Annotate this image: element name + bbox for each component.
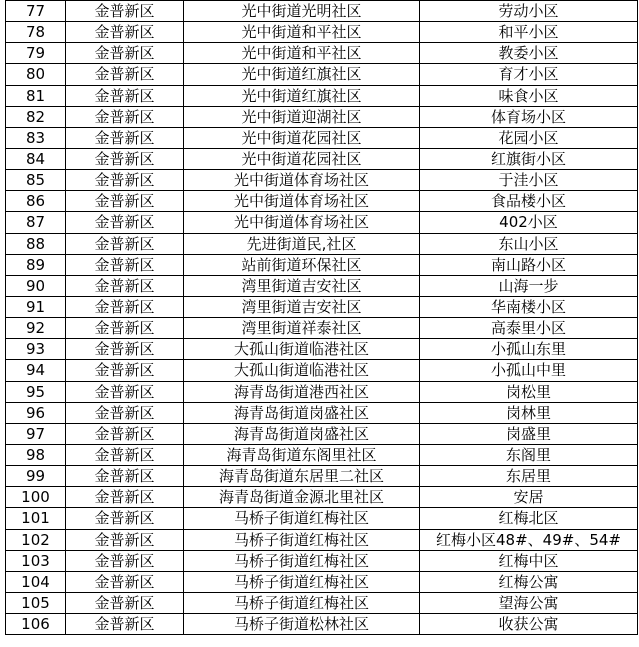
street-community-cell: 马桥子街道红梅社区 (184, 571, 420, 592)
street-community-cell: 光中街道和平社区 (184, 22, 420, 43)
row-number-cell: 84 (6, 148, 66, 169)
street-community-cell: 光中街道花园社区 (184, 148, 420, 169)
residential-area-cell: 岗松里 (420, 381, 638, 402)
table-row (6, 254, 638, 275)
street-community-cell: 海青岛街道东居里二社区 (184, 466, 420, 487)
street-community-cell: 站前街道环保社区 (184, 254, 420, 275)
residential-area-cell: 味食小区 (420, 85, 638, 106)
district-cell: 金普新区 (66, 85, 184, 106)
street-community-cell: 马桥子街道红梅社区 (184, 529, 420, 550)
street-community-cell: 湾里街道祥泰社区 (184, 318, 420, 339)
street-community-cell: 光中街道和平社区 (184, 43, 420, 64)
residential-area-cell: 402小区 (420, 212, 638, 233)
street-community-cell: 海青岛街道金源北里社区 (184, 487, 420, 508)
district-cell: 金普新区 (66, 444, 184, 465)
street-community-cell: 湾里街道吉安社区 (184, 275, 420, 296)
residential-area-cell: 收获公寓 (420, 614, 638, 635)
district-cell: 金普新区 (66, 233, 184, 254)
street-community-cell: 马桥子街道红梅社区 (184, 508, 420, 529)
district-cell: 金普新区 (66, 22, 184, 43)
table-row (6, 275, 638, 296)
street-community-cell: 光中街道光明社区 (184, 1, 420, 22)
district-cell: 金普新区 (66, 466, 184, 487)
table-row (6, 1, 638, 22)
residential-area-cell: 红梅中区 (420, 550, 638, 571)
row-number-cell: 104 (6, 571, 66, 592)
row-number-cell: 99 (6, 466, 66, 487)
table-row (6, 592, 638, 613)
district-cell: 金普新区 (66, 339, 184, 360)
street-community-cell: 先进街道民,社区 (184, 233, 420, 254)
table-row (6, 381, 638, 402)
table-row (6, 339, 638, 360)
district-cell: 金普新区 (66, 592, 184, 613)
table-row (6, 127, 638, 148)
row-number-cell: 79 (6, 43, 66, 64)
district-cell: 金普新区 (66, 275, 184, 296)
table-row (6, 43, 638, 64)
residential-area-cell: 红旗街小区 (420, 148, 638, 169)
table-row (6, 85, 638, 106)
residential-area-cell: 东居里 (420, 466, 638, 487)
residential-area-cell: 红梅小区48#、49#、54# (420, 529, 638, 550)
table-row (6, 106, 638, 127)
row-number-cell: 82 (6, 106, 66, 127)
row-number-cell: 86 (6, 191, 66, 212)
district-cell: 金普新区 (66, 106, 184, 127)
row-number-cell: 106 (6, 614, 66, 635)
table-row (6, 318, 638, 339)
residential-area-cell: 南山路小区 (420, 254, 638, 275)
table-row (6, 571, 638, 592)
table-row (6, 212, 638, 233)
district-cell: 金普新区 (66, 423, 184, 444)
table-row (6, 444, 638, 465)
residential-area-cell: 和平小区 (420, 22, 638, 43)
row-number-cell: 94 (6, 360, 66, 381)
table-row (6, 360, 638, 381)
residential-area-cell: 岗林里 (420, 402, 638, 423)
table-row (6, 296, 638, 317)
table-row (6, 233, 638, 254)
row-number-cell: 102 (6, 529, 66, 550)
residential-area-cell: 山海一步 (420, 275, 638, 296)
table-row (6, 170, 638, 191)
residential-area-cell: 于洼小区 (420, 170, 638, 191)
row-number-cell: 92 (6, 318, 66, 339)
district-cell: 金普新区 (66, 360, 184, 381)
row-number-cell: 83 (6, 127, 66, 148)
district-cell: 金普新区 (66, 318, 184, 339)
table-row (6, 22, 638, 43)
row-number-cell: 97 (6, 423, 66, 444)
residential-area-cell: 望海公寓 (420, 592, 638, 613)
table-row (6, 550, 638, 571)
street-community-cell: 海青岛街道东阁里社区 (184, 444, 420, 465)
residential-area-cell: 红梅公寓 (420, 571, 638, 592)
district-cell: 金普新区 (66, 508, 184, 529)
street-community-cell: 马桥子街道红梅社区 (184, 592, 420, 613)
table-body (6, 1, 638, 635)
street-community-cell: 光中街道花园社区 (184, 127, 420, 148)
table-row (6, 614, 638, 635)
district-cell: 金普新区 (66, 127, 184, 148)
row-number-cell: 93 (6, 339, 66, 360)
street-community-cell: 光中街道体育场社区 (184, 191, 420, 212)
residential-area-cell: 体育场小区 (420, 106, 638, 127)
table-row (6, 466, 638, 487)
street-community-cell: 大孤山街道临港社区 (184, 360, 420, 381)
street-community-cell: 光中街道体育场社区 (184, 212, 420, 233)
street-community-cell: 湾里街道吉安社区 (184, 296, 420, 317)
street-community-cell: 马桥子街道松林社区 (184, 614, 420, 635)
district-cell: 金普新区 (66, 402, 184, 423)
residential-area-cell: 东山小区 (420, 233, 638, 254)
residential-area-cell: 食品楼小区 (420, 191, 638, 212)
row-number-cell: 80 (6, 64, 66, 85)
residential-area-cell: 小孤山东里 (420, 339, 638, 360)
row-number-cell: 103 (6, 550, 66, 571)
row-number-cell: 81 (6, 85, 66, 106)
table-row (6, 148, 638, 169)
district-cell: 金普新区 (66, 550, 184, 571)
row-number-cell: 96 (6, 402, 66, 423)
street-community-cell: 海青岛街道岗盛社区 (184, 402, 420, 423)
residential-area-cell: 教委小区 (420, 43, 638, 64)
district-cell: 金普新区 (66, 529, 184, 550)
row-number-cell: 89 (6, 254, 66, 275)
district-cell: 金普新区 (66, 43, 184, 64)
residential-area-cell: 育才小区 (420, 64, 638, 85)
residential-area-cell: 小孤山中里 (420, 360, 638, 381)
district-cell: 金普新区 (66, 170, 184, 191)
residential-area-cell: 劳动小区 (420, 1, 638, 22)
row-number-cell: 88 (6, 233, 66, 254)
row-number-cell: 85 (6, 170, 66, 191)
row-number-cell: 105 (6, 592, 66, 613)
table-row (6, 402, 638, 423)
row-number-cell: 95 (6, 381, 66, 402)
street-community-cell: 海青岛街道岗盛社区 (184, 423, 420, 444)
row-number-cell: 87 (6, 212, 66, 233)
street-community-cell: 光中街道红旗社区 (184, 64, 420, 85)
district-cell: 金普新区 (66, 487, 184, 508)
row-number-cell: 90 (6, 275, 66, 296)
district-cell: 金普新区 (66, 64, 184, 85)
table-row (6, 487, 638, 508)
row-number-cell: 91 (6, 296, 66, 317)
community-table (5, 0, 638, 635)
row-number-cell: 78 (6, 22, 66, 43)
row-number-cell: 98 (6, 444, 66, 465)
residential-area-cell: 岗盛里 (420, 423, 638, 444)
district-cell: 金普新区 (66, 1, 184, 22)
street-community-cell: 大孤山街道临港社区 (184, 339, 420, 360)
street-community-cell: 海青岛街道港西社区 (184, 381, 420, 402)
table-row (6, 191, 638, 212)
district-cell: 金普新区 (66, 296, 184, 317)
residential-area-cell: 花园小区 (420, 127, 638, 148)
table-row (6, 529, 638, 550)
district-cell: 金普新区 (66, 381, 184, 402)
street-community-cell: 光中街道迎湖社区 (184, 106, 420, 127)
row-number-cell: 100 (6, 487, 66, 508)
district-cell: 金普新区 (66, 191, 184, 212)
district-cell: 金普新区 (66, 571, 184, 592)
table-row (6, 64, 638, 85)
residential-area-cell: 高泰里小区 (420, 318, 638, 339)
street-community-cell: 光中街道体育场社区 (184, 170, 420, 191)
district-cell: 金普新区 (66, 212, 184, 233)
district-cell: 金普新区 (66, 148, 184, 169)
row-number-cell: 77 (6, 1, 66, 22)
row-number-cell: 101 (6, 508, 66, 529)
residential-area-cell: 红梅北区 (420, 508, 638, 529)
street-community-cell: 马桥子街道红梅社区 (184, 550, 420, 571)
table-row (6, 508, 638, 529)
residential-area-cell: 华南楼小区 (420, 296, 638, 317)
street-community-cell: 光中街道红旗社区 (184, 85, 420, 106)
residential-area-cell: 安居 (420, 487, 638, 508)
residential-area-cell: 东阁里 (420, 444, 638, 465)
table-row (6, 423, 638, 444)
district-cell: 金普新区 (66, 614, 184, 635)
district-cell: 金普新区 (66, 254, 184, 275)
